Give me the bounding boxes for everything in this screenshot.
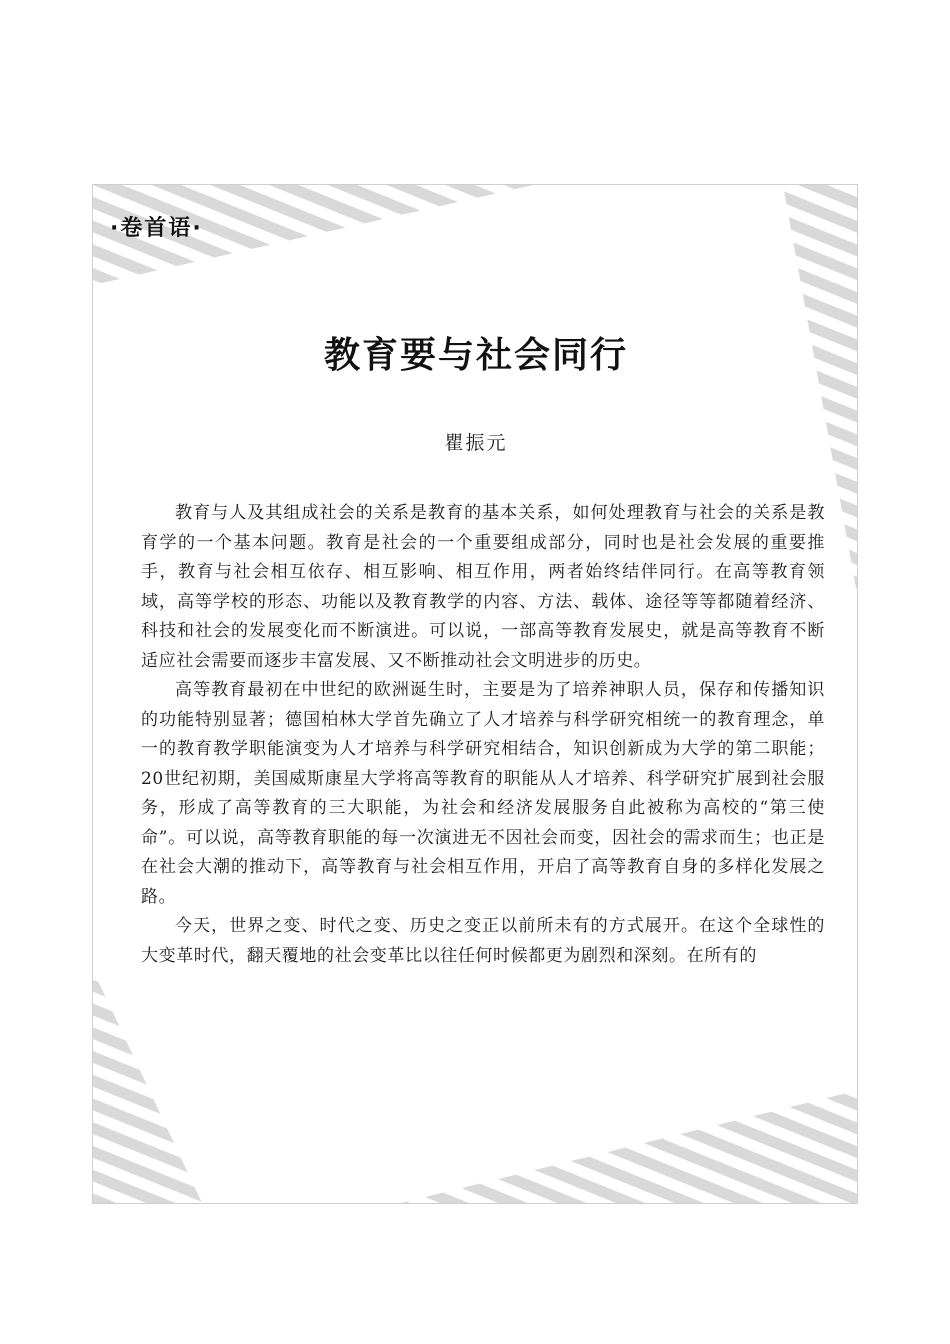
article-title: 教育要与社会同行 <box>323 335 628 376</box>
author-name: 瞿振元 <box>444 432 508 454</box>
left-stripe-band <box>93 970 203 1204</box>
paragraph-2: 高等教育最初在中世纪的欧洲诞生时，主要是为了培养神职人员，保存和传播知识的功能特别显著；德国柏林大学首先确立了人才培养与科学研究相统一的教育理念，单一的教育教学职能演变为人才培养与科学研究相结合，知识创新成为大学的第二职能；20世纪初期，美国威斯康星大学将高等教育的职能从人才培养、科学研究扩展到社会服务，形成了高等教育的三大职能，为社会和经济发展服务自此被称为高校的“第三使命”。可以说，高等教育职能的每一次演进无不因社会而变，因社会的需求而生；也正是在社会大潮的推动下，高等教育与社会相互作用，开启了高等教育自身的多样化发展之路。 <box>141 680 825 907</box>
column-label: ·卷首语· <box>110 216 203 241</box>
paragraph-1: 教育与人及其组成社会的关系是教育的基本关系，如何处理教育与社会的关系是教育学的一个基本问题。教育是社会的一个重要组成部分，同时也是社会发展的重要推手，教育与社会相互依存、相互影响、相互作用，两者始终结伴同行。在高等教育领域，高等学校的形态、功能以及教育教学的内容、方法、载体、途径等等都随着经济、科技和社会的发展变化而不断演进。可以说，一部高等教育发展史，就是高等教育不断适应社会需要而逐步丰富发展、又不断推动社会文明进步的历史。 <box>141 503 825 671</box>
article-body <box>141 499 825 971</box>
article-frame <box>92 184 858 1204</box>
bottom-stripe-band <box>393 1090 858 1204</box>
paragraph-3: 今天，世界之变、时代之变、历史之变正以前所未有的方式展开。在这个全球性的大变革时代，翻天覆地的社会变革比以往任何时候都更为剧烈和深刻。在所有的 <box>141 916 825 966</box>
